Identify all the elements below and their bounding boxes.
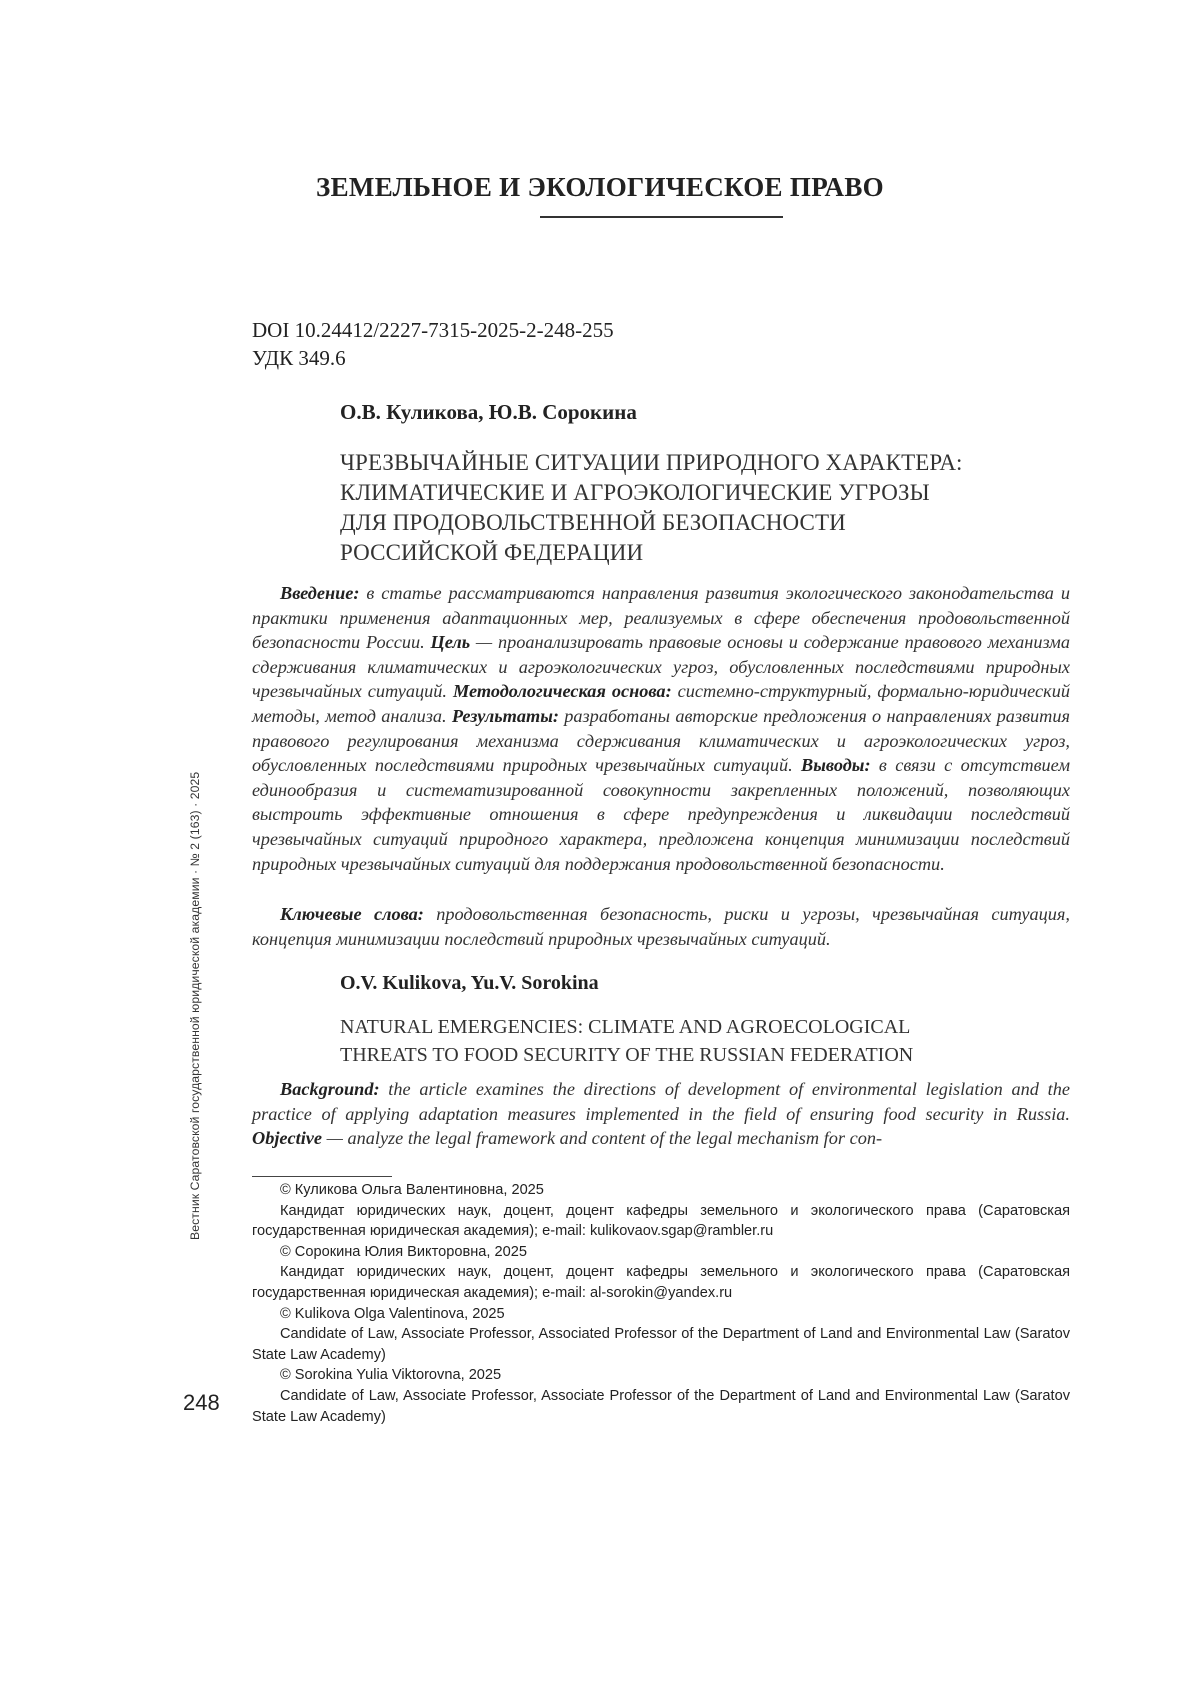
footnote-copyright: © Куликова Ольга Валентиновна, 2025 bbox=[280, 1182, 544, 1198]
journal-running-title: Вестник Саратовской государственной юридической академии · № 2 (163) · 2025 bbox=[188, 771, 202, 1240]
footnote-copyright: © Sorokina Yulia Viktorovna, 2025 bbox=[280, 1367, 502, 1384]
footnote-divider bbox=[252, 1176, 392, 1177]
article-title-en bbox=[340, 1013, 913, 1069]
doi: DOI 10.24412/2227-7315-2025-2-248-255 bbox=[252, 318, 614, 342]
label-results: Результаты: bbox=[451, 705, 559, 726]
abstract-en bbox=[252, 1077, 1070, 1151]
text-keywords: продовольственная безопасность, риски и угрозы, чрезвычайная ситуация, концепция минимизации последствий природных чрезвычайных ситуаций. bbox=[252, 904, 1070, 949]
keywords-paragraph bbox=[252, 902, 1070, 951]
article-title-ru bbox=[340, 448, 1040, 568]
footnote-affiliation: Кандидат юридических наук, доцент, доцент кафедры земельного и экологического права (Саратовская государственная юридическая академия); e-mail: kulikovaov.sgap@rambler.ru bbox=[252, 1202, 1070, 1240]
text-results: разработаны авторские предложения о направлениях развития правового регулирования механизма сдерживания климатических и агроэкологических угроз, обусловленных последствиями природных чрезвычайных ситуаций. bbox=[252, 705, 1070, 776]
text-objective: — analyze the legal framework and content of the legal mechanism for con- bbox=[322, 1128, 883, 1149]
label-objective: Objective bbox=[252, 1128, 323, 1149]
identifiers-block bbox=[252, 316, 614, 372]
section-divider bbox=[540, 216, 783, 218]
title-line: ЧРЕЗВЫЧАЙНЫЕ СИТУАЦИИ ПРИРОДНОГО ХАРАКТЕРА: bbox=[340, 450, 963, 475]
author-footnotes bbox=[252, 1180, 1070, 1427]
text-goal: — проанализировать правовые основы и содержание правового механизма сдерживания климатических и агроэкологических угроз, обусловленных последствиями природных чрезвычайных ситуаций. bbox=[252, 632, 1070, 702]
label-intro: Введение: bbox=[280, 583, 360, 603]
page-number: 248 bbox=[183, 1390, 220, 1415]
abstract-paragraph bbox=[252, 1077, 1070, 1151]
udk: УДК 349.6 bbox=[252, 346, 346, 370]
text-conclusions: в связи с отсутствием единообразия и систематизированной совокупности закрепленных положений, позволяющих выстроить эффективные отношения в сфере предупреждения и ликвидации последствий чрезвычайных ситуаций природного характера, предложена концепция минимизации последствий природных чрезвычайных ситуаций для поддержания продовольственной безопасности. bbox=[252, 755, 1071, 874]
title-line: ДЛЯ ПРОДОВОЛЬСТВЕННОЙ БЕЗОПАСНОСТИ bbox=[340, 510, 846, 535]
abstract-ru bbox=[252, 581, 1070, 876]
footnote-affiliation: Candidate of Law, Associate Professor, Associated Professor of the Department of Land and Environmental Law (Saratov State Law Academy) bbox=[252, 1326, 1070, 1363]
footnote-copyright: © Сорокина Юлия Викторовна, 2025 bbox=[280, 1243, 527, 1260]
footnote-copyright: © Kulikova Olga Valentinova, 2025 bbox=[280, 1305, 505, 1322]
label-background: Background: bbox=[280, 1079, 380, 1099]
title-line: NATURAL EMERGENCIES: CLIMATE AND AGROECOLOGICAL bbox=[340, 1016, 911, 1038]
label-goal: Цель bbox=[430, 632, 471, 653]
abstract-paragraph bbox=[252, 581, 1070, 876]
title-line: КЛИМАТИЧЕСКИЕ И АГРОЭКОЛОГИЧЕСКИЕ УГРОЗЫ bbox=[340, 480, 930, 505]
footnote-affiliation: Candidate of Law, Associate Professor, Associate Professor of the Department of Land and Environmental Law (Saratov State Law Academy) bbox=[252, 1387, 1070, 1425]
authors-ru: О.В. Куликова, Ю.В. Сорокина bbox=[340, 400, 637, 424]
section-header bbox=[0, 172, 1200, 203]
text-background: the article examines the directions of development of environmental legislation and the practice of applying adaptation measures implemented in the field of ensuring food security in Russia. bbox=[252, 1079, 1070, 1124]
authors-en: O.V. Kulikova, Yu.V. Sorokina bbox=[340, 972, 599, 994]
label-conclusions: Выводы: bbox=[801, 755, 871, 776]
section-title: ЗЕМЕЛЬНОЕ И ЭКОЛОГИЧЕСКОЕ ПРАВО bbox=[316, 172, 884, 202]
label-method: Методологическая основа: bbox=[452, 681, 672, 702]
title-line: THREATS TO FOOD SECURITY OF THE RUSSIAN FEDERATION bbox=[340, 1044, 914, 1066]
footnote-affiliation: Кандидат юридических наук, доцент, доцент кафедры земельного и экологического права (Саратовская государственная юридическая академия); e-mail: al-sorokin@yandex.ru bbox=[252, 1264, 1070, 1301]
label-keywords: Ключевые слова: bbox=[280, 904, 424, 924]
keywords-ru bbox=[252, 902, 1070, 951]
title-line: РОССИЙСКОЙ ФЕДЕРАЦИИ bbox=[340, 540, 644, 565]
text-intro: в статье рассматриваются направления развития экологического законодательства и практики применения адаптационных мер, реализуемых в сфере обеспечения продовольственной безопасности России. bbox=[252, 583, 1070, 653]
text-method: системно-структурный, формально-юридический методы, метод анализа. bbox=[252, 681, 1070, 726]
